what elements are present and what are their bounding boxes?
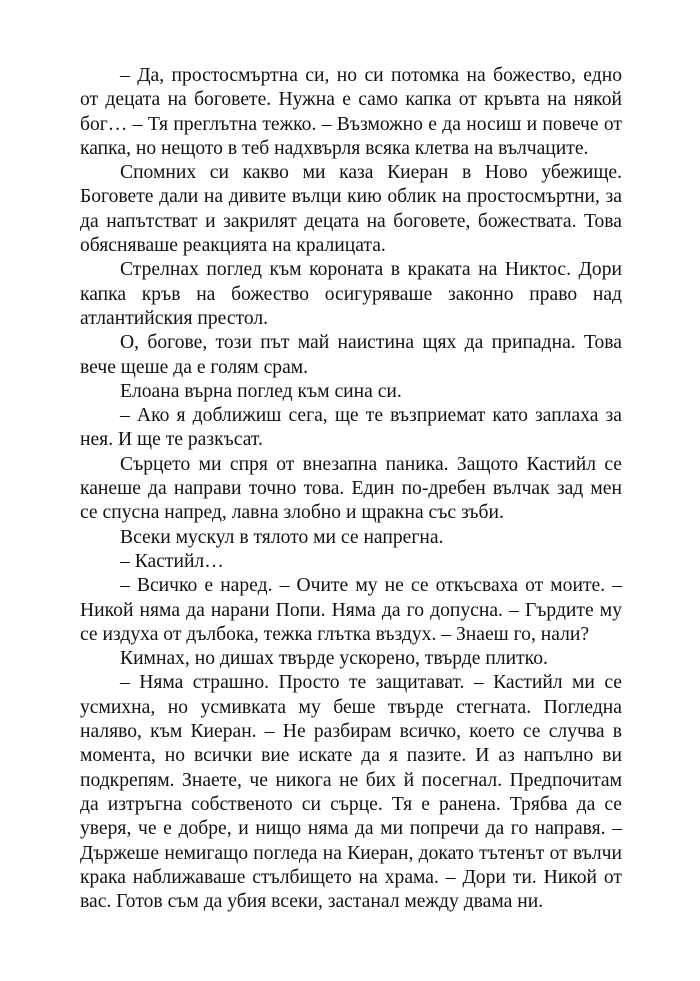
paragraph: Сърцето ми спря от внезапна паника. Защото Кастийл се канеше да направи точно това. Един по-дребен вълчак зад мен се спусна напред, лавна злобно и щракна със зъби. [80,453,622,524]
paragraph: – Кастийл… [120,550,224,572]
paragraph: О, богове, този път май наистина щях да припадна. Това вече щеше да е голям срам. [80,332,622,378]
book-page [80,64,622,914]
paragraph: – Ако я доближиш сега, ще те възприемат като заплаха за нея. И ще те разкъсат. [80,405,622,451]
paragraph: – Да, простосмъртна си, но си потомка на божество, едно от децата на боговете. Нужна е само капка от кръвта на някой бог… – Тя преглътна тежко. – Възможно е да носиш и повече от капка, но нещото в теб надхвърля всяка клетва на вълчаците. [80,65,622,159]
paragraph: – Всичко е наред. – Очите му не се откъсваха от моите. – Никой няма да нарани Попи. Няма да го допусна. – Гърдите му се издуха от дълбока, тежка глътка въздух. – Знаеш го, нали? [80,575,622,645]
paragraph: Спомних си какво ми каза Киеран в Ново убежище. Боговете дали на дивите вълци кию облик на простосмъртни, за да напътстват и закрилят децата на боговете, божествата. Това обясняваше реакцията на кралицата. [80,162,622,257]
paragraph: Кимнах, но дишах твърде ускорено, твърде плитко. [120,648,548,670]
paragraph: Всеки мускул в тялото ми се напрегна. [120,526,444,548]
paragraph: Стрелнах поглед към короната в краката на Никтос. Дори капка кръв на божество осигуряваше законно право над атлантийския престол. [80,259,622,329]
paragraph: Елоана върна поглед към сина си. [120,380,402,402]
paragraph: – Няма страшно. Просто те защитават. – Кастийл ми се усмихна, но усмивката му беше твърде стегната. Погледна наляво, към Киеран. – Не разбирам всичко, което се случва в момента, но всички вие искате да я пазите. И аз напълно ви подкрепям. Знаете, че никога не бих й посегнал. Предпочитам да изтръгна собственото си сърце. Тя е ранена. Трябва да се уверя, че е добре, и нищо няма да ми попречи да го направя. – Държеше немигащо погледа на Киеран, докато тътенът от вълчи крака наближаваше стълбището на храма. – Дори ти. Никой от вас. Готов съм да убия всеки, застанал между двама ни. [80,672,622,913]
